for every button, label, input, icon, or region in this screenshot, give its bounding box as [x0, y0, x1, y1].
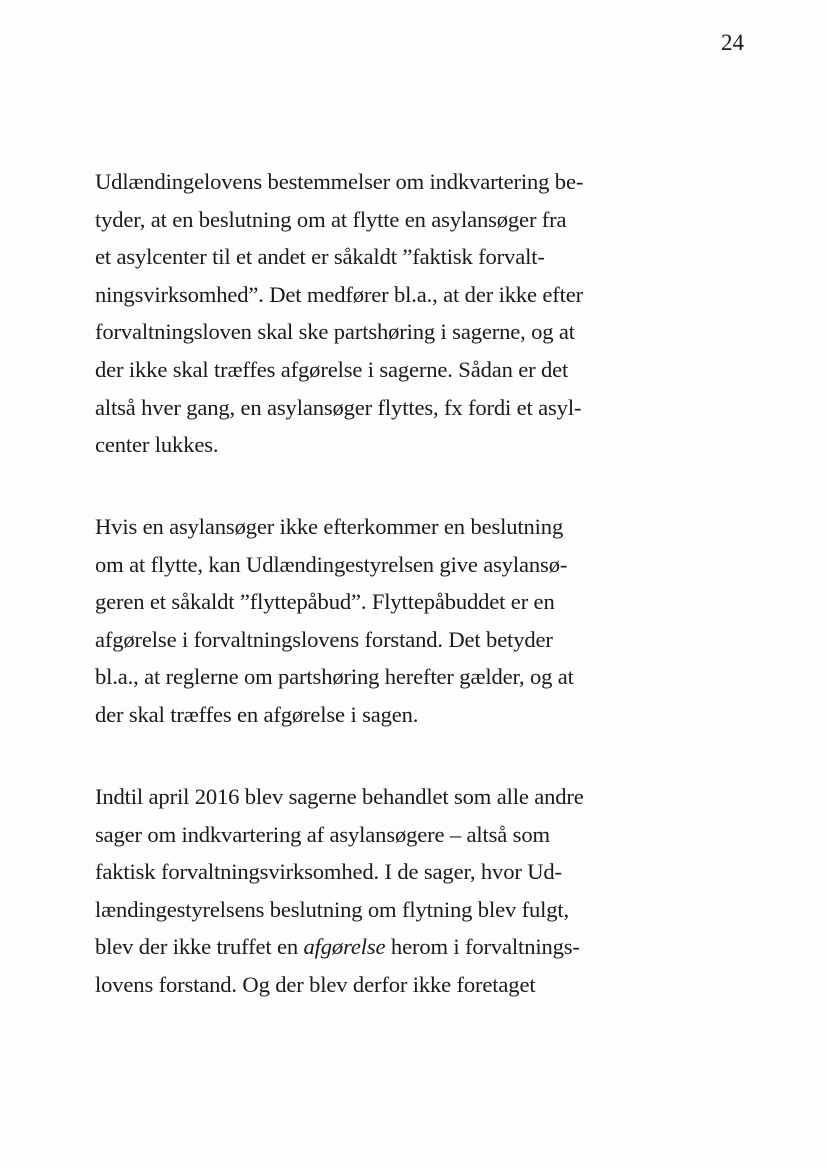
text-line: lændingestyrelsens beslutning om flytning blev fulgt, [95, 896, 570, 922]
text-line: afgørelse i forvaltningslovens forstand. Det betyder [95, 626, 553, 652]
text-line: sager om indkvartering af asylansøgere – altså som [95, 821, 550, 847]
paragraph-3 [95, 778, 615, 1004]
text-line: altså hver gang, en asylansøger flyttes, fx fordi et asyl- [95, 394, 582, 420]
paragraph-2 [95, 508, 615, 734]
text-line: der skal træffes en afgørelse i sagen. [95, 701, 419, 727]
text-line: forvaltningsloven skal ske partshøring i sagerne, og at [95, 319, 575, 345]
text-line: faktisk forvaltningsvirksomhed. I de sager, hvor Ud- [95, 859, 562, 885]
text-line: Indtil april 2016 blev sagerne behandlet som alle andre [95, 784, 584, 809]
text-line: der ikke skal træffes afgørelse i sagerne. Sådan er det [95, 356, 569, 382]
paragraph-1 [95, 163, 615, 464]
text-line: ningsvirksomhed”. Det medfører bl.a., at der ikke efter [95, 281, 584, 307]
page-number: 24 [721, 30, 744, 55]
italic-term: afgørelse [303, 934, 386, 960]
text-line: tyder, at en beslutning om at flytte en asylansøger fra [95, 206, 567, 232]
text-line-mixed [95, 928, 615, 966]
text-line: center lukkes. [95, 432, 219, 458]
text-line: om at flytte, kan Udlændingestyrelsen give asylansø- [95, 551, 568, 577]
text-line: bl.a., at reglerne om partshøring herefter gælder, og at [95, 664, 574, 690]
text-segment: blev der ikke truffet en [95, 934, 304, 960]
text-line: geren et såkaldt ”flyttepåbud”. Flyttepåbuddet er en [95, 589, 555, 615]
text-line: Udlændingelovens bestemmelser om indkvartering be- [95, 169, 584, 194]
text-segment: herom i forvaltnings- [385, 934, 580, 960]
text-line: Hvis en asylansøger ikke efterkommer en beslutning [95, 514, 564, 539]
text-line: et asylcenter til et andet er såkaldt ”faktisk forvalt- [95, 244, 545, 270]
text-line: lovens forstand. Og der blev derfor ikke foretaget [95, 971, 536, 997]
